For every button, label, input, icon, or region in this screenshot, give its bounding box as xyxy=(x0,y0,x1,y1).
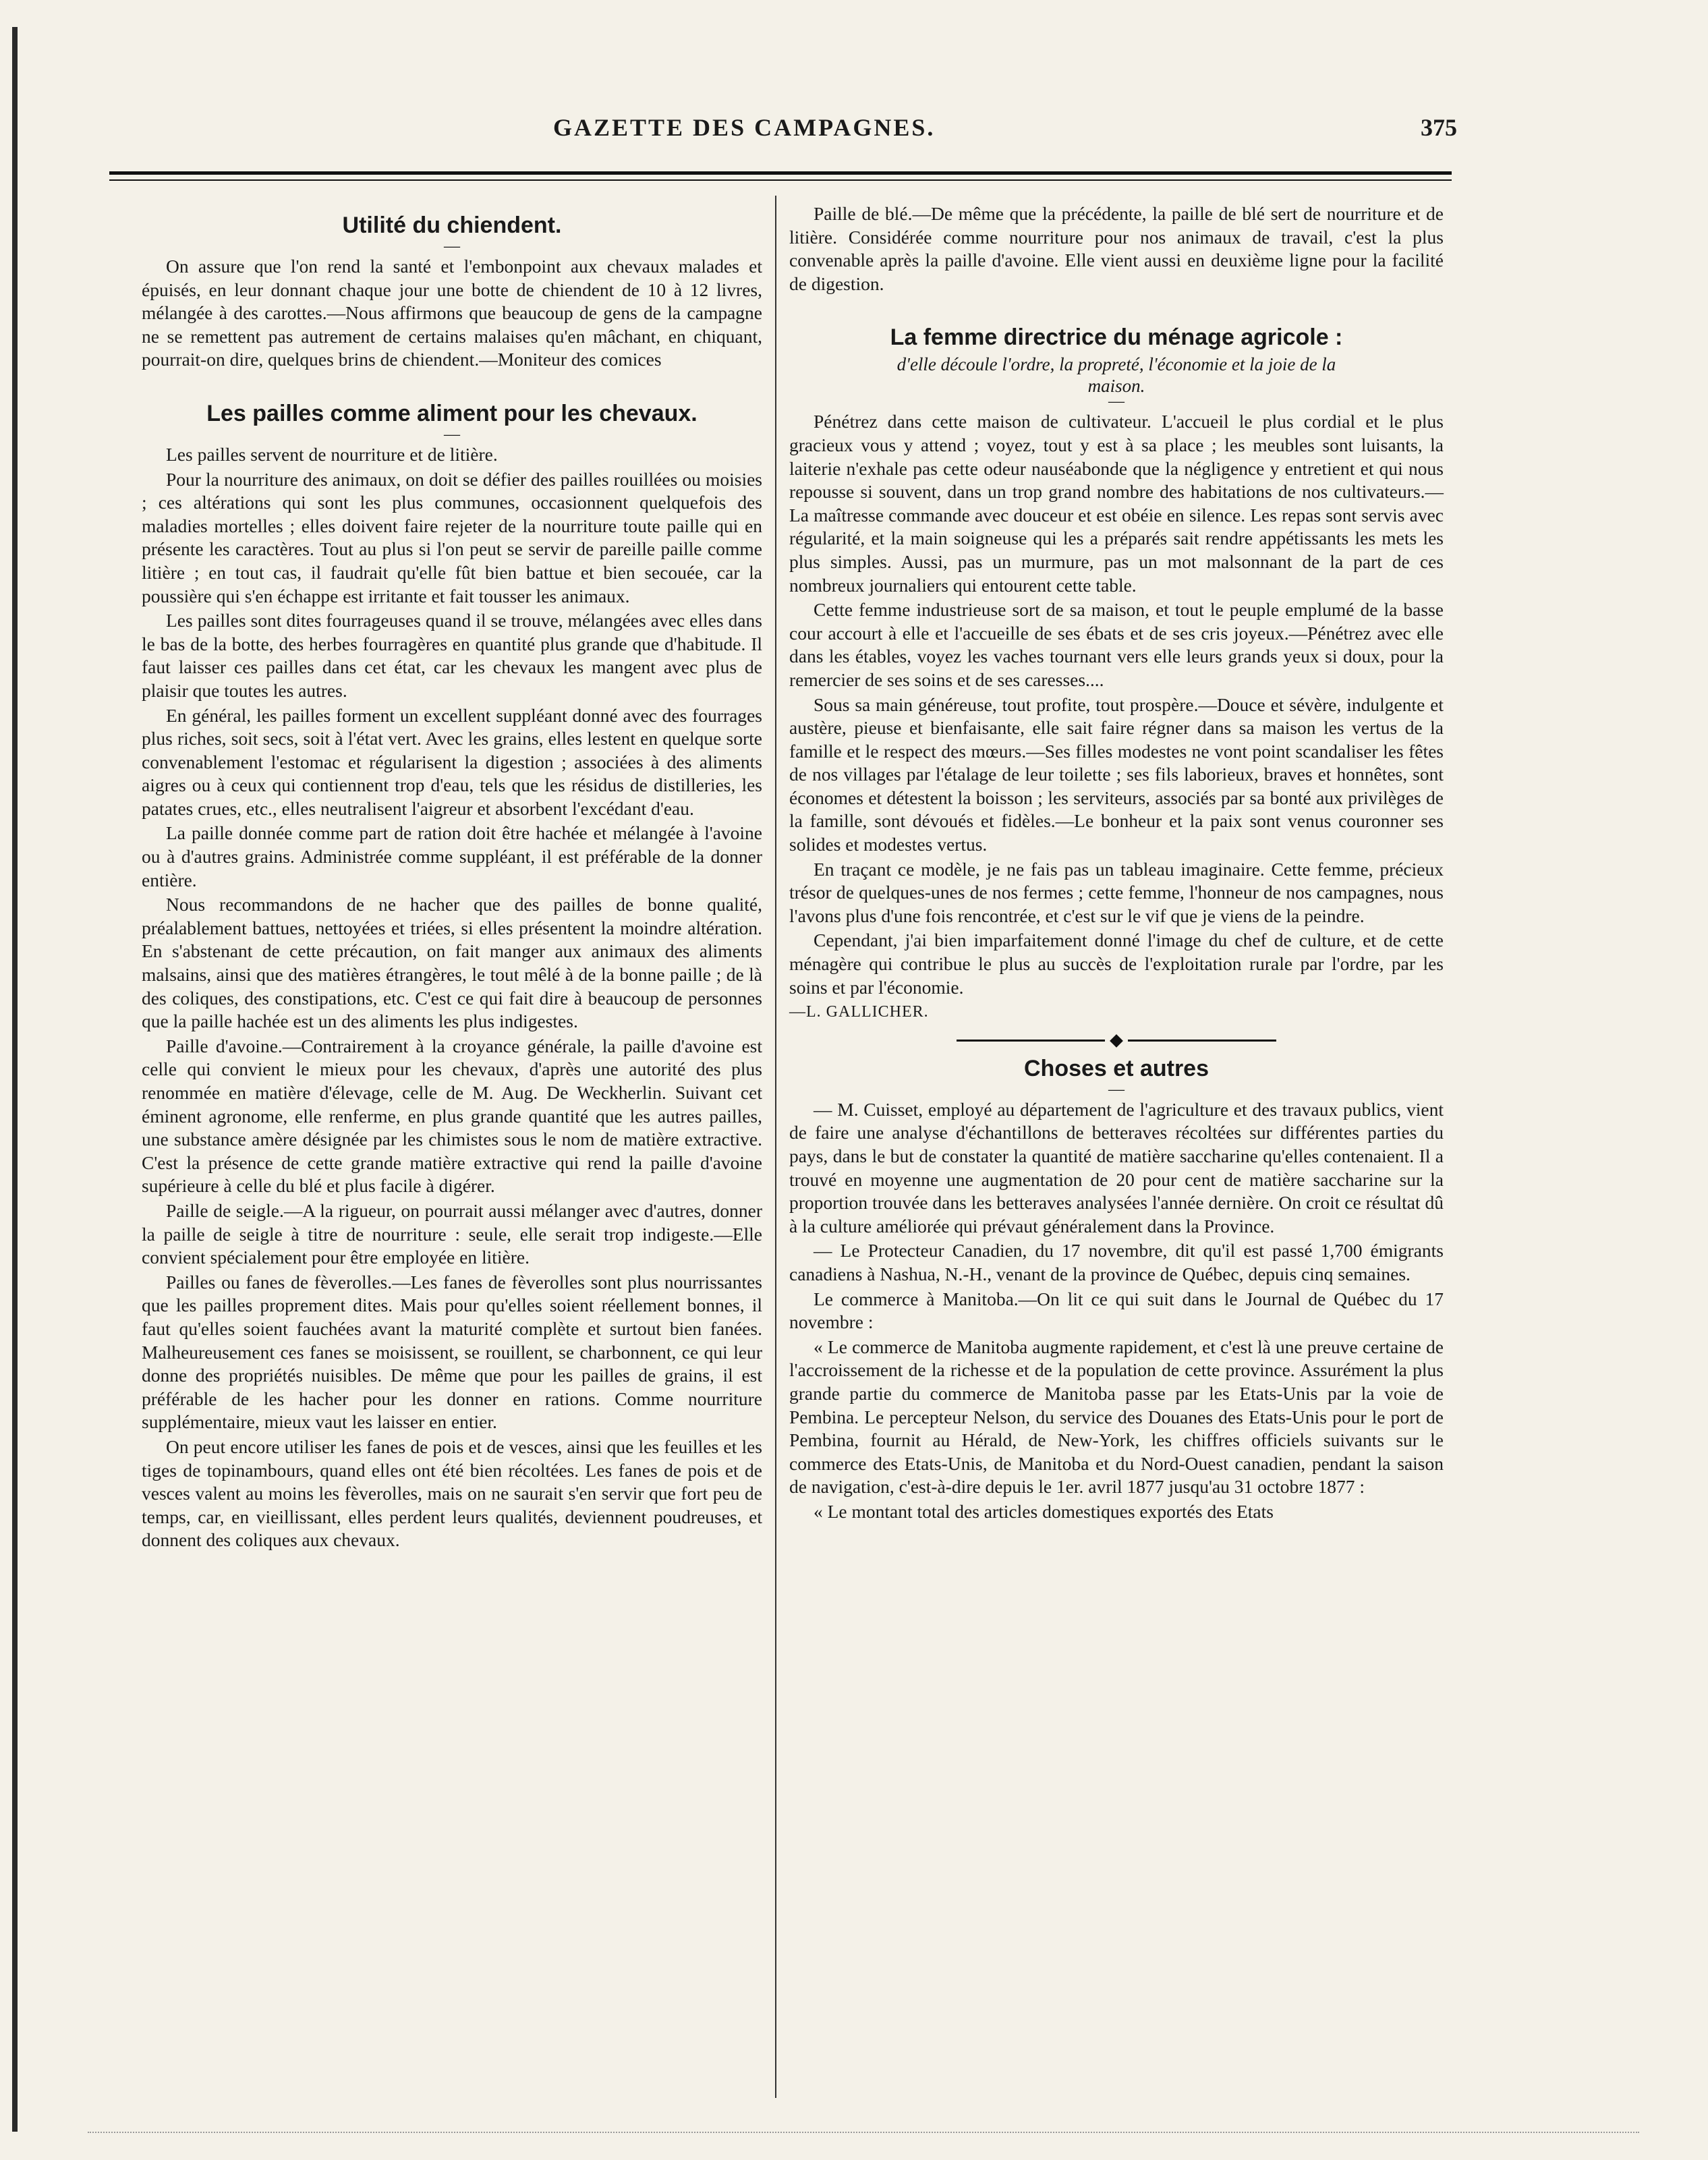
paragraph: Nous recommandons de ne hacher que des pailles de bonne qualité, préalablement battues, nettoyées et triées, si elles présentent la moindre altération. En s'abstenant de cette précaution, on fait manger aux animaux des aliments malsains, ainsi que des matières étrangères, le tout mêlé à de la bonne paille ; de là des coliques, des constipations, etc. C'est ce qui fait dire à beaucoup de personnes que la paille hachée est un des aliments les plus indigestes. xyxy=(142,894,762,1032)
title-dash: — xyxy=(444,237,460,255)
article-choses-et-autres xyxy=(789,1055,1444,1524)
article-chiendent xyxy=(142,212,762,372)
paragraph: Pour la nourriture des animaux, on doit se défier des pailles rouillées ou moisies ; ces altérations qui sont les plus communes, occasionnent quelquefois des maladies mortelles ; elles doivent faire rejeter de la nourriture toute paille qui en présente les caractères. Tout au plus si l'on peut se servir de pareille paille comme litière ; en tout cas, il faudrait qu'elle fût bien battue et bien secouée, car la poussière qui s'en échappe est irritante et fait tousser les animaux. xyxy=(142,468,762,606)
section-gap xyxy=(142,373,762,391)
paragraph: « Le montant total des articles domestiques exportés des Etats xyxy=(814,1500,1274,1522)
column-separator xyxy=(775,196,776,2098)
left-column xyxy=(142,202,762,1554)
ornament-line xyxy=(957,1040,1105,1042)
paragraph: On peut encore utiliser les fanes de pois et de vesces, ainsi que les feuilles et les tiges de topinambours, quand elles ont été bien récoltées. Les fanes de pois et de vesces valent au moins les fèverolles, mais on ne saurait s'en servir que fort peu de temps, car, en vieillissant, elles perdent leurs qualités, deviennent poudreuses, et donnent des coliques aux chevaux. xyxy=(142,1436,762,1551)
paragraph: Le commerce à Manitoba.—On lit ce qui suit dans le Journal de Québec du 17 novembre : xyxy=(789,1288,1444,1333)
paragraph: — Le Protecteur Canadien, du 17 novembre, dit qu'il est passé 1,700 émigrants canadiens à Nashua, N.-H., venant de la province de Québec, depuis cinq semaines. xyxy=(789,1240,1444,1284)
paragraph: En général, les pailles forment un excellent suppléant donné avec des fourrages plus riches, soit secs, soit à l'état vert. Avec les grains, elles lestent en quelque sorte convenablement l'estomac et régularisent la digestion ; associées à des aliments aigres ou à ceux qui contiennent trop d'eau, tels que les résidus de distilleries, les patates crues, etc., elles neutralisent l'aigreur et absorbent l'excédant d'eau. xyxy=(142,704,762,819)
paragraph: Les pailles servent de nourriture et de litière. xyxy=(166,443,498,465)
section-gap xyxy=(789,297,1444,314)
paragraph: Pailles ou fanes de fèverolles.—Les fanes de fèverolles sont plus nourrissantes que les pailles proprement dites. Mais pour qu'elles soient réellement bonnes, il faut qu'elles soient fauchées avant la maturité complète et surtout bien fanées. Malheureusement ces fanes se moisissent, se rouillent, se charbonnent, ce qui leur donne des propriétés nuisibles. De même que pour les pailles de grains, il est préférable de les hacher pour les donner en rations. Comme nourriture supplémentaire, mieux vaut les laisser en entier. xyxy=(142,1271,762,1433)
article-title: Choses et autres xyxy=(1024,1055,1209,1081)
paragraph: Sous sa main généreuse, tout profite, tout prospère.—Douce et sévère, indulgente et austère, pieuse et bienfaisante, elle sait faire régner dans sa maison les vertus de la famille et le respect des mœurs.—Ses filles modestes ne vont point scandaliser les fêtes de nos villages par l'étalage de leur toilette ; ses fils laborieux, braves et honnêtes, sont économes et détestent la boisson ; les serviteurs, associés par sa bonté aux privilèges de la famille, sont dévoués et fidèles.—Le bonheur et la paix sont venus couronner ses solides et modestes vertus. xyxy=(789,693,1444,855)
paragraph: La paille donnée comme part de ration doit être hachée et mélangée à l'avoine ou à d'autres grains. Administrée comme suppléant, il est préférable de la donner entière. xyxy=(142,822,762,890)
article-subtitle: d'elle découle l'ordre, la propreté, l'économie et la joie de la xyxy=(896,354,1336,375)
author-signature: —L. GALLICHER. xyxy=(789,1003,929,1021)
article-subtitle: maison. xyxy=(1087,376,1145,397)
title-dash: — xyxy=(444,425,460,443)
ornament-diamond xyxy=(1110,1034,1123,1048)
paragraph: Paille d'avoine.—Contrairement à la croyance générale, la paille d'avoine est celle qui convient le mieux pour les chevaux, d'après une autorité des plus renommée en matière d'élevage, celle de M. Aug. De Weckherlin. Suivant cet éminent agronome, elle renferme, en plus grande quantité que les autres pailles, une substance amère désignée par les chimistes sous le nom de matière extractive. C'est la présence de cette grande matière extractive qui rend la paille d'avoine supérieure à celle du blé et plus facile à digérer. xyxy=(142,1035,762,1197)
running-title: GAZETTE DES CAMPAGNES. xyxy=(553,114,936,141)
page-number: 375 xyxy=(1421,114,1457,141)
article-title: Utilité du chiendent. xyxy=(342,212,562,238)
paragraph: Cependant, j'ai bien imparfaitement donné l'image du chef de culture, et de cette ménagère qui contribue le plus au succès de l'exploitation rurale par l'ordre, par les soins et par l'économie. xyxy=(789,930,1444,998)
article-title: Les pailles comme aliment pour les chevaux. xyxy=(206,400,698,426)
paragraph: Paille de blé.—De même que la précédente, la paille de blé sert de nourriture et de litière. Considérée comme nourriture pour nos animaux de travail, c'est la plus convenable après la paille d'avoine. Elle vient aussi en deuxième ligne pour la facilité de digestion. xyxy=(789,203,1444,294)
paragraph: Paille de seigle.—A la rigueur, on pourrait aussi mélanger avec d'autres, donner la paille de seigle à titre de nourriture : seule, elle serait trop indigeste.—Elle convient spécialement pour être employée en litière. xyxy=(142,1199,762,1268)
binding-edge xyxy=(12,27,18,2132)
paragraph: « Le commerce de Manitoba augmente rapidement, et c'est là une preuve certaine de l'accroissement de la richesse et de la population de cette province. Assurément la plus grande partie du commerce de Manitoba passe par les Etats-Unis par la voie de Pembina. Le percepteur Nelson, du service des Douanes des Etats-Unis pour le port de Pembina, fournit au Hérald, de New-York, les chiffres officiels suivants sur le commerce des Etats-Unis, de Manitoba et du Nord-Ouest canadien, pendant la saison de navigation, c'est-à-dire depuis le 1er. avril 1877 jusqu'au 31 octobre 1877 : xyxy=(789,1336,1444,1498)
header-rule-thick xyxy=(109,171,1452,175)
article-pailles xyxy=(142,400,762,1552)
paragraph: On assure que l'on rend la santé et l'embonpoint aux chevaux malades et épuisés, en leur donnant chaque jour une botte de chiendent de 10 à 12 livres, mélangée à des carottes.—Nous affirmons que beaucoup de gens de la campagne ne se remettent pas autrement de certains malaises qu'en mâchant, en chiquant, pourrait-on dire, quelques brins de chiendent.—Moniteur des comices xyxy=(142,256,762,370)
paragraph: Les pailles sont dites fourrageuses quand il se trouve, mélangées avec elles dans le bas de la botte, des herbes fourragères en quantité plus grande que d'habitude. Il faut laisser ces pailles dans cet état, car les chevaux les mangent avec plus de plaisir que toutes les autres. xyxy=(142,610,762,701)
article-femme-directrice xyxy=(789,324,1444,1023)
title-dash: — xyxy=(1108,393,1125,411)
paragraph: — M. Cuisset, employé au département de l'agriculture et des travaux publics, vient de faire une analyse d'échantillons de betteraves récoltées sur différentes parties du pays, dans le but de constater la quantité de matière saccharine qu'elles contenaient. Il a trouvé en moyenne une augmentation de 20 pour cent de matière saccharine sur la proportion trouvée dans les betteraves analysées l'année dernière. On croit ce résultat dû à la culture améliorée qui prévaut généralement dans la Province. xyxy=(789,1098,1444,1237)
title-dash: — xyxy=(1108,1080,1125,1098)
right-column xyxy=(789,202,1444,1525)
ornament-line xyxy=(1128,1040,1276,1042)
header-rule-thin xyxy=(109,179,1452,181)
article-title: La femme directrice du ménage agricole : xyxy=(890,324,1343,351)
bottom-dotted-rule xyxy=(88,2132,1639,2134)
paragraph: Pénétrez dans cette maison de cultivateur. L'accueil le plus cordial et le plus gracieux vous y attend ; voyez, tout y est à sa place ; les meubles sont luisants, la laiterie n'exhale pas cette odeur nauséabonde que la négligence y entretient et qui nous repousse si souvent, dans un trop grand nombre des habitations de nos cultivateurs.—La maîtresse commande avec douceur et est obéie en silence. Les repas sont servis avec régularité, et la main soigneuse qui les a préparés sait rendre appétissants les mets les plus simples. Aussi, pas un murmure, pas un mot malsonnant de la part de ces nombreux journaliers qui entourent cette table. xyxy=(789,411,1444,596)
section-ornament xyxy=(789,1036,1444,1046)
paragraph: Cette femme industrieuse sort de sa maison, et tout le peuple emplumé de la basse cour accourt à elle et l'accueille de ses ébats et de ses cris joyeux.—Pénétrez avec elle dans les étables, voyez les vaches tournant vers elle leurs grands yeux si doux, pour la remercier de ses soins et de ses caresses.... xyxy=(789,599,1444,690)
paragraph: En traçant ce modèle, je ne fais pas un tableau imaginaire. Cette femme, précieux trésor de quelques-unes de nos fermes ; cette femme, l'honneur de nos campagnes, nous l'avons plus d'une fois rencontrée, et c'est sur le vif que je viens de la peindre. xyxy=(789,858,1444,926)
page-header xyxy=(108,113,1457,154)
